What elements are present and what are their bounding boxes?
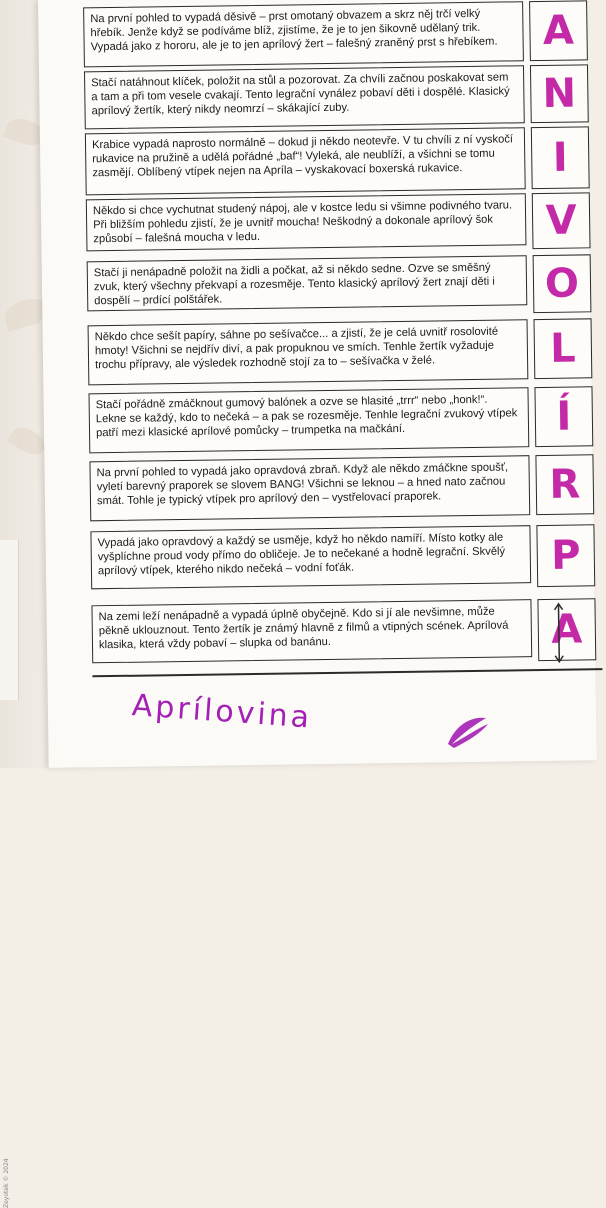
answer-box (534, 318, 593, 379)
purple-scribble-icon (442, 710, 492, 750)
clue-text: Na zemi leží nenápadně a vypadá úplně obyčejně. Kdo si jí ale nevšimne, může pěkně uklouznout. Tento žertík je známý hlavně z filmů a vtipných scének. Aprílová klasika, která vždy pobaví – slupka od banánu. (91, 599, 532, 663)
answer-box (537, 598, 596, 661)
leaf-pattern (7, 422, 49, 459)
clue-text: Někdo si chce vychutnat studený nápoj, ale v kostce ledu si všimne podivného tvaru. Při bližším pohledu zjistí, že je uvnitř moucha! Neškodný a dokonale aprílový šok způsobí – falešná moucha v ledu. (86, 193, 527, 251)
side-paper-strip (0, 540, 19, 1208)
clue-text: Stačí pořádně zmáčknout gumový balónek a ozve se hlasité „trrr“ nebo „honk!“. Lekne se každý, kdo to nečeká – a pak se rozesměje. Tenhle legrační zvukový vtípek patří mezi klasické aprílové pomůcky – trumpetka na mačkání. (88, 387, 529, 453)
solution-word: Aprílovina (130, 688, 314, 736)
answer-letter: V (545, 197, 577, 244)
puzzle-row (88, 318, 600, 372)
bottom-rule (92, 668, 602, 677)
clue-text: Krabice vypadá naprosto normálně – dokud ji někdo neotevře. V tu chvíli z ní vyskočí rukavice na pružině a udělá pořádné „baf“! Vyleká, ale neublíží, a všichni se tomu zasmějí. Oblíbený vtípek nejen na Apríla – vyskakovací boxerská rukavice. (85, 127, 526, 195)
answer-letter: P (550, 532, 581, 579)
answer-box (532, 192, 591, 249)
answer-letter: R (549, 461, 581, 508)
worksheet (38, 0, 597, 768)
puzzle-row (83, 0, 595, 54)
clue-text: Někdo chce sešít papíry, sáhne po sešívačce... a zjistí, že je celá uvnitř rosolovité hmoty! Všichni se nejdřív diví, a pak propuknou ve smích. Tenhle žertík vyžaduje trochu přípravy, ale výsledek rozhodně stojí za to – sešívačka v želé. (88, 319, 529, 385)
answer-box (533, 254, 592, 313)
answer-box (534, 386, 593, 447)
puzzle-row (90, 524, 602, 579)
answer-letter: Í (556, 393, 572, 440)
answer-box (531, 126, 590, 189)
answer-box (535, 454, 594, 515)
clue-text: Stačí ji nenápadně položit na židli a počkat, až si někdo sedne. Ozve se směšný zvuk, který všechny překvapí a rozesměje. Tento klasický aprílový žert znají děti i dospělí – prdící polštářek. (87, 255, 528, 311)
clue-text: Vypadá jako opravdový a každý se usměje, když ho někdo namíří. Místo kotky ale vyšplíchne proud vody přímo do obličeje. Je to nečekané a hodně legrační. Skvělý aprílový vtípek, kterého nikdo nečeká – vodní foťák. (90, 525, 531, 589)
answer-letter: N (542, 70, 577, 117)
answer-letter: A (542, 7, 575, 54)
puzzle-row (91, 598, 603, 653)
answer-letter: I (552, 134, 569, 181)
puzzle-row (88, 386, 600, 440)
answer-box (530, 64, 589, 123)
answer-box (529, 0, 588, 61)
answer-letter: O (544, 260, 580, 307)
clue-text: Na první pohled to vypadá děsivě – prst omotaný obvazem a skrz něj trčí velký hřebík. Jenže když se podíváme blíž, zjistíme, že je to jen šikovně udělaný trik. Vypadá jako z hororu, ale je to jen aprílový žert – falešný zraněný prst s hřebíkem. (83, 1, 524, 67)
side-label: Zeyotek © 2024 (3, 1158, 10, 1208)
answer-letter: L (549, 325, 576, 372)
clue-text: Stačí natáhnout klíček, položit na stůl a pozorovat. Za chvíli začnou poskakovat sem a tam a při tom vesele cvakají. Tento legrační vynález pobaví děti i dospělé. Klasický aprílový žertík, který nikdy neomrzí – skákající zuby. (84, 65, 525, 129)
puzzle-row (89, 454, 601, 508)
puzzle-row (87, 254, 599, 308)
clue-text: Na první pohled to vypadá jako opravdová zbraň. Když ale někdo zmáčkne spoušť, vyletí barevný praporek se slovem BANG! Všichni se leknou – a hned nato začnou smát. Tohle je typický vtípek pro aprílový den – vystřelovací praporek. (89, 455, 530, 521)
answer-box (536, 524, 595, 587)
answer-letter: A (551, 606, 583, 653)
double-arrow-icon (552, 601, 565, 665)
